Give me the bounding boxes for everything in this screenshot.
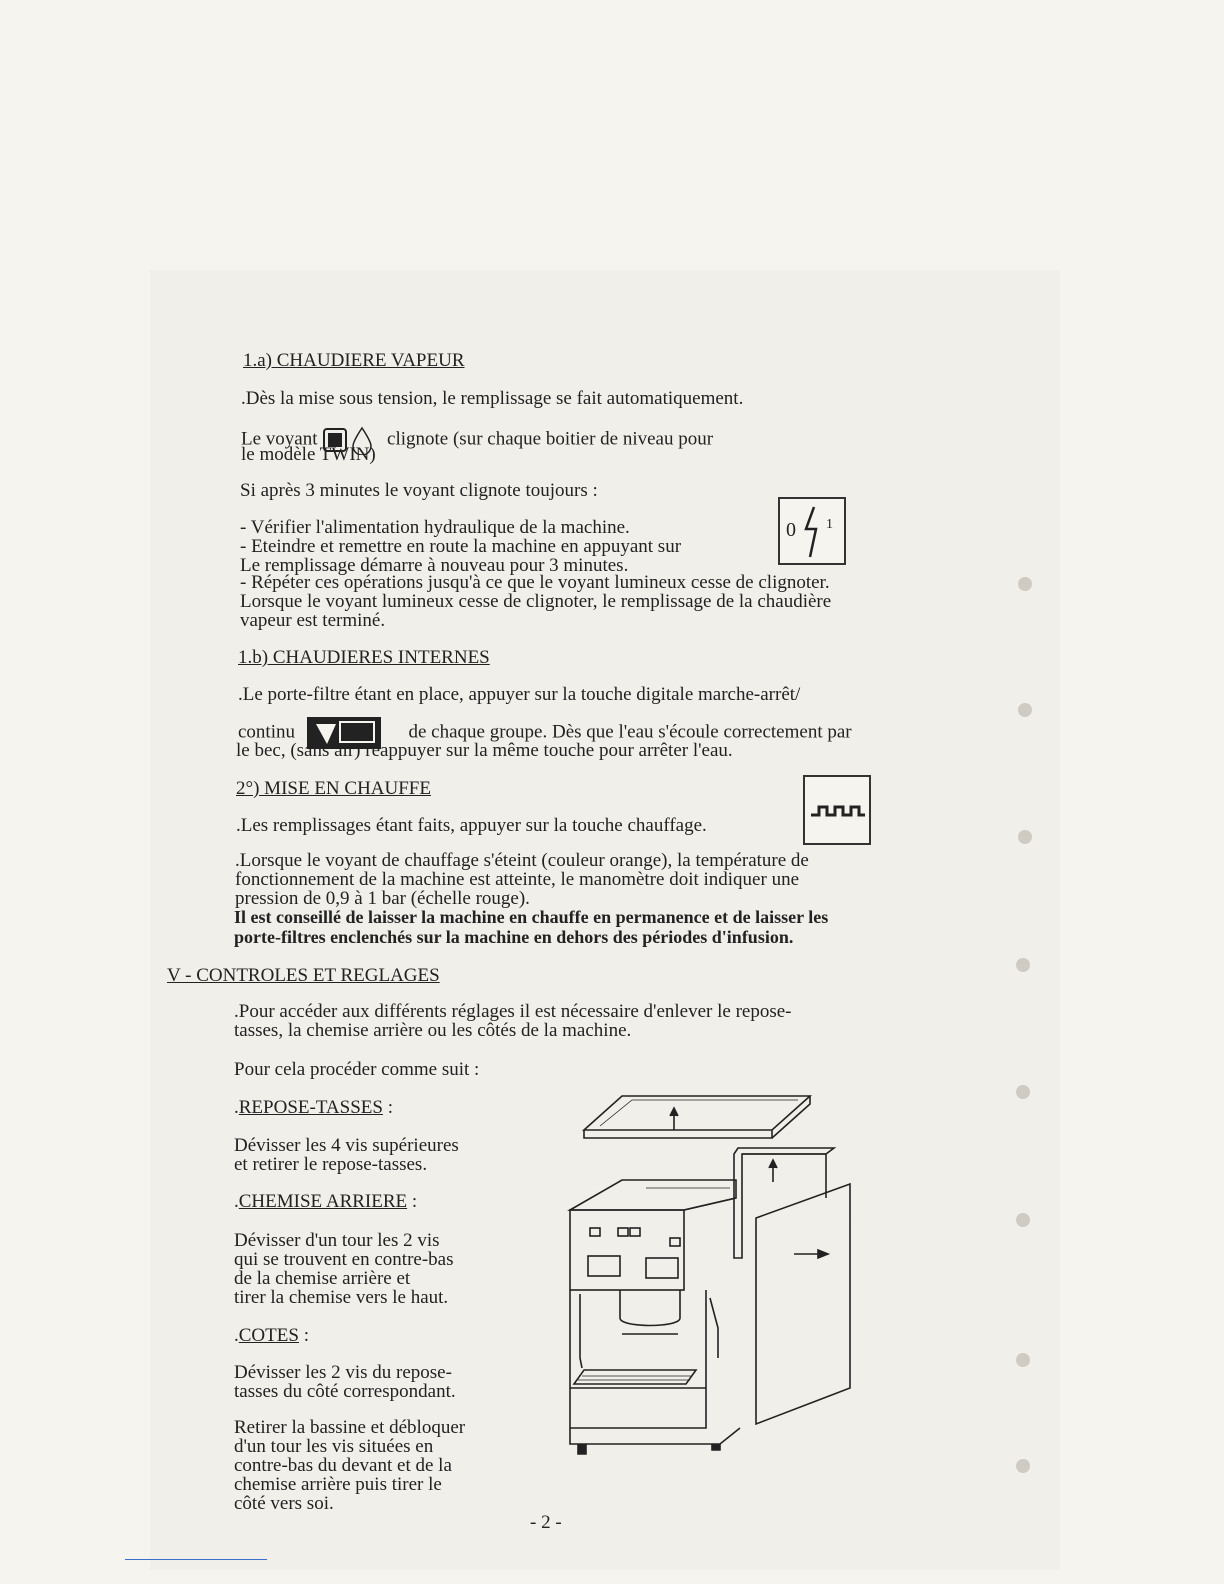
power-switch-icon [778,497,846,565]
text-line: le modèle TWIN) [241,444,376,465]
text-line: contre-bas du devant et de la [234,1455,452,1476]
machine-exploded-illustration [560,1088,860,1460]
text-line: chemise arrière puis tirer le [234,1474,442,1495]
punch-hole [1016,1085,1030,1099]
punch-hole [1016,1213,1030,1227]
punch-hole [1016,1353,1030,1367]
text-line: pression de 0,9 à 1 bar (échelle rouge). [235,888,530,909]
punch-hole [1018,830,1032,844]
text-line: Dévisser les 4 vis supérieures [234,1135,459,1156]
heading-chaudieres-internes: 1.b) CHAUDIERES INTERNES [238,647,490,668]
text-line: et retirer le repose-tasses. [234,1154,428,1175]
text: clignote (sur chaque boitier de niveau pour [387,428,714,450]
label: CHEMISE ARRIERE [238,1191,408,1212]
text: de chaque groupe. Dès que l'eau s'écoule correctement par [408,721,852,743]
text-line: .Lorsque le voyant de chauffage s'éteint (couleur orange), la température de [235,850,809,871]
heading-chaudiere-vapeur: 1.a) CHAUDIERE VAPEUR [243,350,465,371]
repose-tasses-heading: .REPOSE-TASSES : [234,1097,393,1118]
text-line: fonctionnement de la machine est atteinte, le manomètre doit indiquer une [235,869,799,890]
heating-key-icon [803,775,871,845]
text-line: .Pour accéder aux différents réglages il est nécessaire d'enlever le repose- [234,1001,792,1022]
punch-hole [1018,577,1032,591]
heading-controles-reglages: V - CONTROLES ET REGLAGES [167,965,440,986]
footer-rule [125,1559,267,1560]
text-line: Retirer la bassine et débloquer [234,1417,466,1438]
text-line: Le remplissage démarre à nouveau pour 3 minutes. [240,555,629,576]
text-line: - Vérifier l'alimentation hydraulique de la machine. [240,517,630,538]
text-line: tasses, la chemise arrière ou les côtés de la machine. [234,1020,632,1041]
text-line: Dévisser les 2 vis du repose- [234,1362,452,1383]
text-line: Pour cela procéder comme suit : [234,1059,480,1080]
text-line: d'un tour les vis situées en [234,1436,434,1457]
text-line: .Dès la mise sous tension, le remplissage se fait automatiquement. [241,388,744,409]
text-line: tirer la chemise vers le haut. [234,1287,449,1308]
text-line: Dévisser d'un tour les 2 vis [234,1230,440,1251]
text-line: .Les remplissages étant faits, appuyer sur la touche chauffage. [236,815,707,836]
text-line: Lorsque le voyant lumineux cesse de clignoter, le remplissage de la chaudière [240,591,832,612]
heating-wave-icon [805,777,869,843]
label: COTES [238,1325,299,1346]
text-line: qui se trouvent en contre-bas [234,1249,454,1270]
cotes-heading: .COTES : [234,1325,309,1346]
text-line: - Eteindre et remettre en route la machine en appuyant sur [240,536,682,557]
label: REPOSE-TASSES [238,1097,383,1118]
punch-hole [1018,703,1032,717]
punch-hole [1016,1459,1030,1473]
text: continu [238,721,295,743]
power-on-label: 1 [826,517,833,532]
text-line: le bec, (sans air) réappuyer sur la même touche pour arrêter l'eau. [236,740,733,761]
heading-mise-en-chauffe: 2°) MISE EN CHAUFFE [236,778,431,799]
text-line: vapeur est terminé. [240,610,386,631]
text-line: côté vers soi. [234,1493,334,1514]
bold-note-line: porte-filtres enclenchés sur la machine en dehors des périodes d'infusion. [234,927,794,947]
text-line: de la chemise arrière et [234,1268,411,1289]
text-line: - Répéter ces opérations jusqu'à ce que le voyant lumineux cesse de clignoter. [240,572,830,593]
text-line: Si après 3 minutes le voyant clignote toujours : [240,480,598,501]
chemise-arriere-heading: .CHEMISE ARRIERE : [234,1191,418,1212]
page-number: - 2 - [530,1512,562,1533]
punch-hole [1016,958,1030,972]
text-line: tasses du côté correspondant. [234,1381,456,1402]
bold-note-line: Il est conseillé de laisser la machine en chauffe en permanence et de laisser les [234,907,829,927]
text-line: .Le porte-filtre étant en place, appuyer sur la touche digitale marche-arrêt/ [238,684,801,705]
power-off-label: 0 [786,519,796,541]
text: Le voyant [241,428,318,450]
